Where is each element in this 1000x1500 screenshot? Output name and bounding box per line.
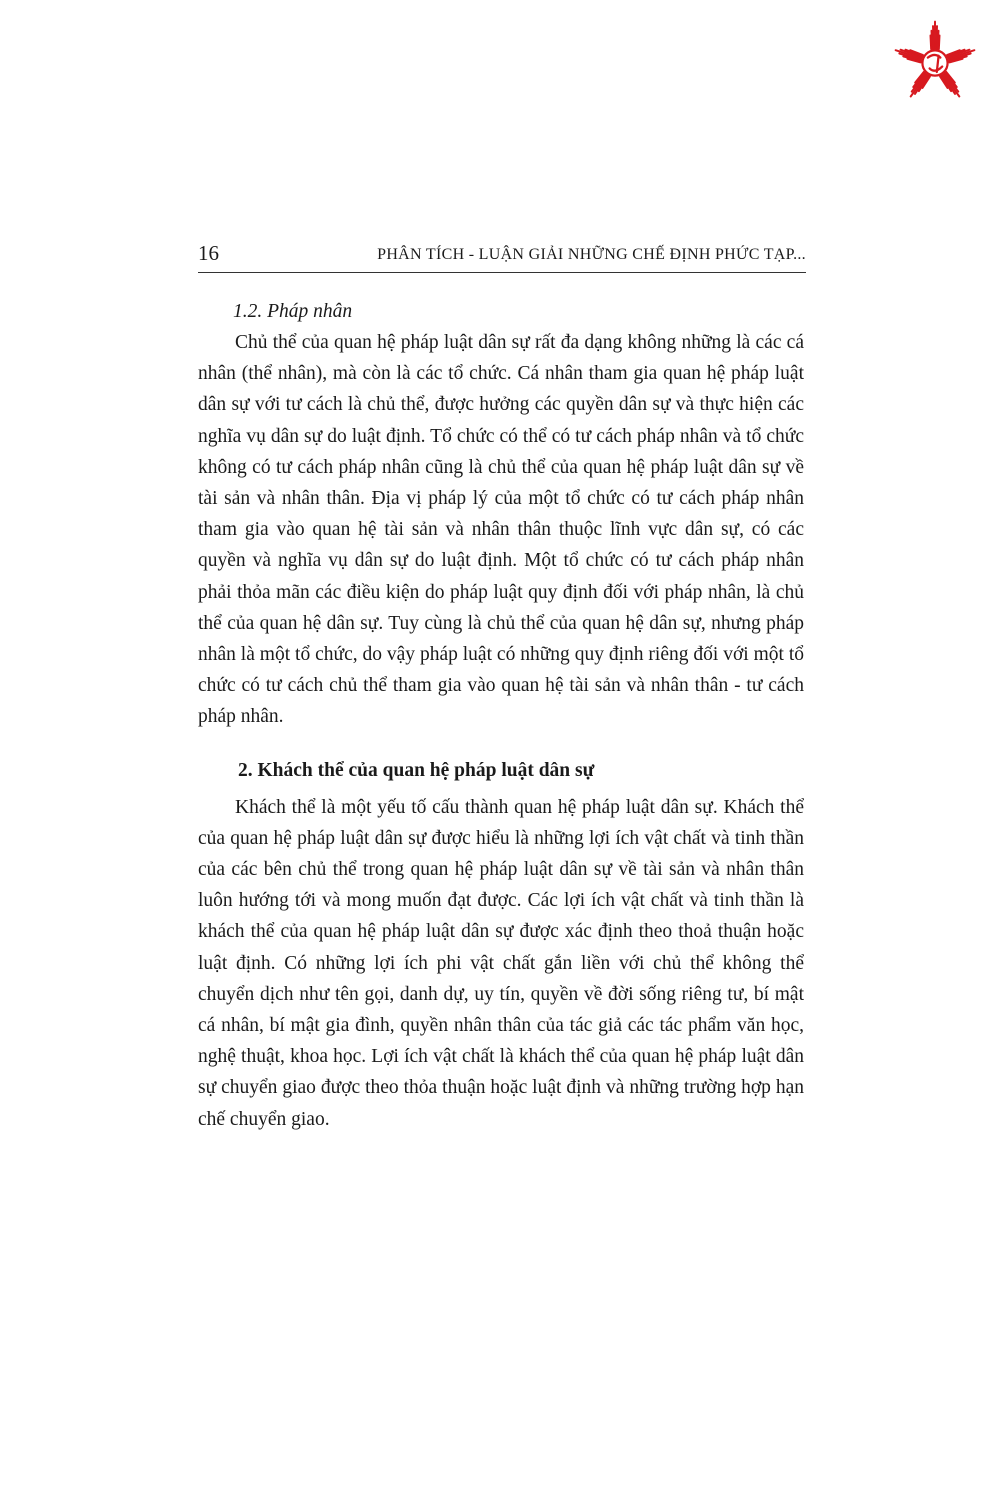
page-content	[198, 296, 804, 1135]
running-header	[198, 238, 806, 273]
section-2-paragraph: Khách thể là một yếu tố cấu thành quan hệ pháp luật dân sự. Khách thể của quan hệ pháp luật dân sự được hiểu là những lợi ích vật chất và tinh thần của các bên chủ thể trong quan hệ pháp luật dân sự về tài sản và nhân thân luôn hướng tới và mong muốn đạt được. Các lợi ích vật chất và tinh thần là khách thể của quan hệ pháp luật dân sự được xác định theo thoả thuận hoặc luật định. Có những lợi ích phi vật chất gắn liền với chủ thể không thể chuyển dịch như tên gọi, danh dự, uy tín, quyền về đời sống riêng tư, bí mật cá nhân, bí mật gia đình, quyền nhân thân của tác giả các tác phẩm văn học, nghệ thuật, khoa học. Lợi ích vật chất là khách thể của quan hệ pháp luật dân sự chuyển giao được theo thỏa thuận hoặc luật định và những trường hợp hạn chế chuyển giao.	[198, 796, 804, 1130]
publisher-star-logo-icon	[890, 18, 980, 108]
section-1-2-title: 1.2. Pháp nhân	[233, 301, 353, 322]
section-2-title: 2. Khách thể của quan hệ pháp luật dân sự	[238, 759, 595, 781]
book-title: PHÂN TÍCH - LUẬN GIẢI NHỮNG CHẾ ĐỊNH PHỨC TẠP...	[377, 246, 806, 263]
page-number: 16	[198, 241, 219, 265]
section-1-2-paragraph: Chủ thể của quan hệ pháp luật dân sự rất đa dạng không những là các cá nhân (thể nhân), mà còn là các tổ chức. Cá nhân tham gia quan hệ pháp luật dân sự với tư cách là chủ thể, được hưởng các quyền dân sự và thực hiện các nghĩa vụ dân sự do luật định. Tổ chức có thể có tư cách pháp nhân và tổ chức không có tư cách pháp nhân cũng là chủ thể của quan hệ pháp luật dân sự về tài sản và nhân thân. Địa vị pháp lý của một tổ chức có tư cách pháp nhân tham gia vào quan hệ tài sản và nhân thân thuộc lĩnh vực dân sự, có các quyền và nghĩa vụ dân sự do luật định. Một tổ chức có tư cách pháp nhân phải thỏa mãn các điều kiện do pháp luật quy định đối với pháp nhân, là chủ thể của quan hệ dân sự. Tuy cùng là chủ thể của quan hệ dân sự, nhưng pháp nhân là một tổ chức, do vậy pháp luật có những quy định riêng đối với một tổ chức có tư cách chủ thể tham gia vào quan hệ tài sản và nhân thân - tư cách pháp nhân.	[198, 332, 804, 728]
